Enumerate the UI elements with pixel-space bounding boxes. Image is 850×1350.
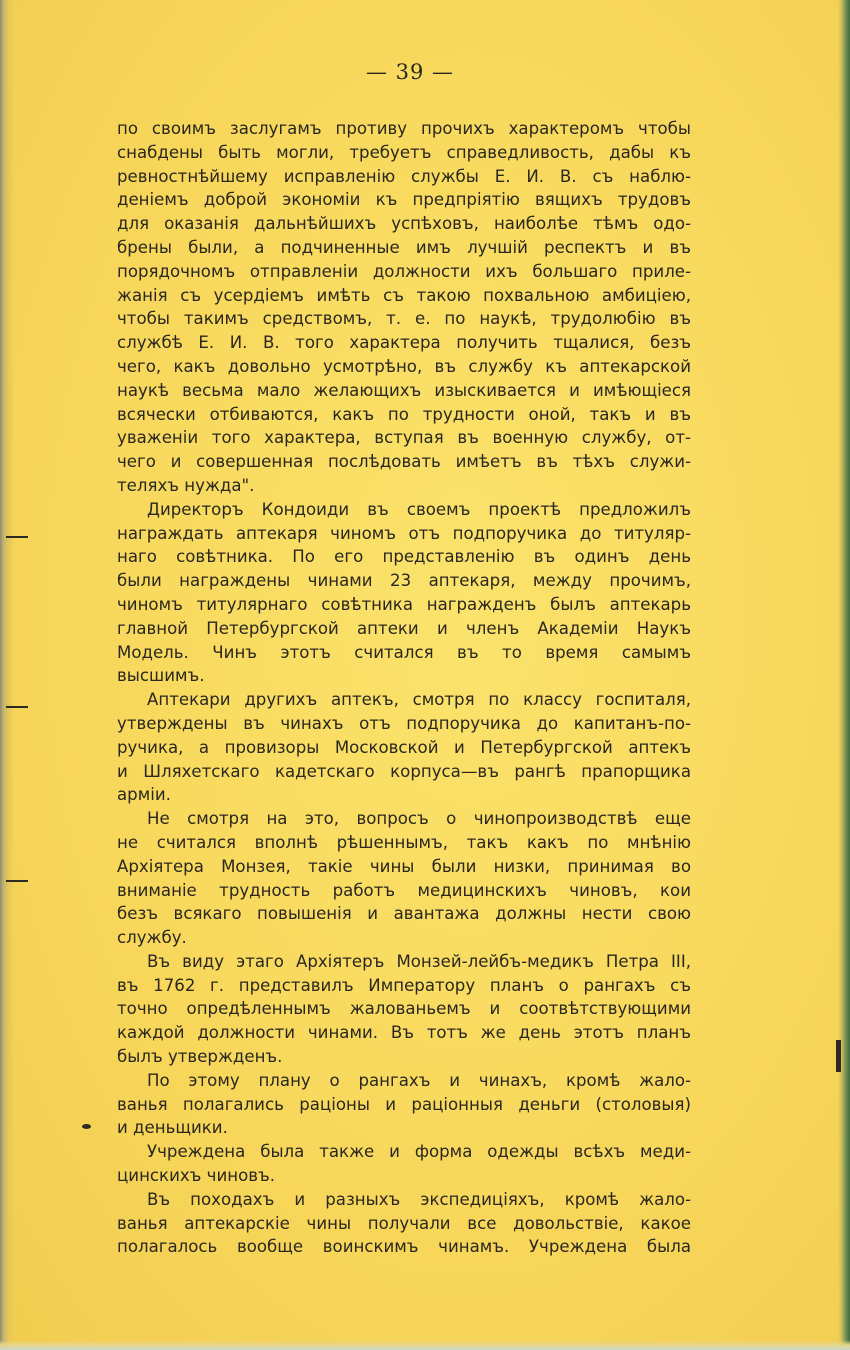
margin-mark [6, 706, 28, 708]
text-line: утверждены въ чинахъ отъ подпоручика до капитанъ-по- [117, 713, 691, 733]
text-line: Директоръ Кондоиди въ своемъ проектѣ предложилъ [147, 499, 691, 519]
margin-mark [6, 880, 28, 882]
text-line: чиномъ титулярнаго совѣтника награжденъ былъ аптекарь [117, 594, 691, 614]
page-bottom-edge [0, 1340, 850, 1350]
text-line: и Шляхетскаго кадетскаго корпуса—въ рангѣ прапорщика [117, 761, 691, 781]
text-line: Архiятера Монзея, такiе чины были низки, принимая во [117, 856, 691, 876]
text-line: службу. [117, 928, 187, 948]
text-line: по своимъ заслугамъ противу прочихъ характеромъ чтобы [117, 119, 691, 138]
text-line: для оказанiя дальнѣйшихъ успѣховъ, наиболѣе тѣмъ одо- [117, 214, 691, 234]
text-line: и деньщики. [117, 1118, 228, 1138]
text-line: наго совѣтника. По его представленiю въ одинъ день [117, 547, 691, 567]
text-line: ванья полагались рацiоны и рацiонныя деньги (столовыя) [117, 1094, 691, 1114]
text-line: въ 1762 г. представилъ Императору планъ о рангахъ съ [117, 975, 691, 995]
text-line: По этому плану о рангахъ и чинахъ, кромѣ жало- [147, 1070, 691, 1090]
text-line: порядочномъ отправленiи должности ихъ большаго приле- [117, 261, 691, 281]
text-line: наукѣ весьма мало желающихъ изыскивается и имѣющiеся [117, 380, 691, 400]
text-line: были награждены чинами 23 аптекаря, между прочимъ, [117, 571, 691, 591]
text-line: ручика, а провизоры Московской и Петербургской аптекъ [117, 737, 691, 757]
page-number: — 39 — [365, 60, 455, 84]
text-line: былъ утвержденъ. [117, 1047, 283, 1067]
text-line: Не смотря на это, вопросъ о чинопроизводствѣ еще [147, 809, 691, 829]
text-line: ванья аптекарскiе чины получали все довольствiе, какое [117, 1213, 691, 1233]
text-line: награждать аптекаря чиномъ отъ подпоручика до титуляр- [117, 523, 691, 543]
text-line: Въ походахъ и разныхъ экспедицiяхъ, кромѣ жало- [147, 1189, 691, 1209]
page-left-edge [0, 0, 14, 1350]
ink-blot [82, 1124, 91, 1129]
text-line: службѣ Е. И. В. того характера получить тщалися, безъ [117, 333, 691, 353]
text-line: армiи. [117, 785, 171, 805]
text-line: Учреждена была также и форма одежды всѣхъ меди- [147, 1142, 691, 1162]
text-line: уваженiи того характера, вступая въ военную службу, от- [117, 428, 691, 448]
text-line: главной Петербургской аптеки и членъ Академiи Наукъ [117, 618, 691, 638]
text-line: высшимъ. [117, 666, 205, 686]
text-line: денiемъ доброй экономiи къ предпрiятiю вящихъ трудовъ [117, 190, 691, 210]
body-text [117, 117, 691, 1259]
text-line: Въ виду этаго Архiятеръ Монзей-лейбъ-медикъ Петра III, [147, 951, 691, 971]
text-line: каждой должности чинами. Въ тотъ же день этотъ планъ [117, 1023, 691, 1043]
text-line: Модель. Чинъ этотъ считался въ то время самымъ [117, 642, 691, 662]
text-line: ревностнѣйшему исправленiю службы Е. И. В. съ наблю- [117, 166, 691, 186]
text-line: точно опредѣленнымъ жалованьемъ и соотвѣтствующими [117, 999, 691, 1019]
text-line: Аптекари другихъ аптекъ, смотря по классу госпиталя, [147, 690, 691, 710]
text-line: теляхъ нужда". [117, 475, 255, 495]
text-line: всячески отбиваются, какъ по трудности оной, такъ и въ [117, 404, 691, 424]
text-line: брены были, а подчиненные имъ лучшiй респектъ и въ [117, 237, 691, 257]
edge-mark [836, 1040, 841, 1072]
page-right-edge [838, 0, 850, 1350]
text-line: снабдены быть могли, требуетъ справедливость, дабы къ [117, 142, 691, 162]
text-line: жанiя съ усердiемъ имѣть съ такою похвальною амбицiею, [117, 285, 691, 305]
text-line: чего, какъ довольно усмотрѣно, въ службу къ аптекарской [117, 356, 691, 376]
text-line: цинскихъ чиновъ. [117, 1166, 276, 1186]
text-line: вниманiе трудность работъ медицинскихъ чиновъ, кои [117, 880, 691, 900]
text-line: чего и совершенная послѣдовать имѣетъ въ тѣхъ служи- [117, 452, 691, 472]
text-line: безъ всякаго повышенiя и авантажа должны нести свою [117, 904, 691, 924]
margin-mark [6, 536, 28, 538]
text-line: чтобы такимъ средствомъ, т. е. по наукѣ, трудолюбiю въ [117, 309, 691, 329]
text-line: не считался вполнѣ рѣшеннымъ, такъ какъ по мнѣнiю [117, 832, 691, 852]
text-line: полагалось вообще воинскимъ чинамъ. Учреждена была [117, 1237, 691, 1257]
